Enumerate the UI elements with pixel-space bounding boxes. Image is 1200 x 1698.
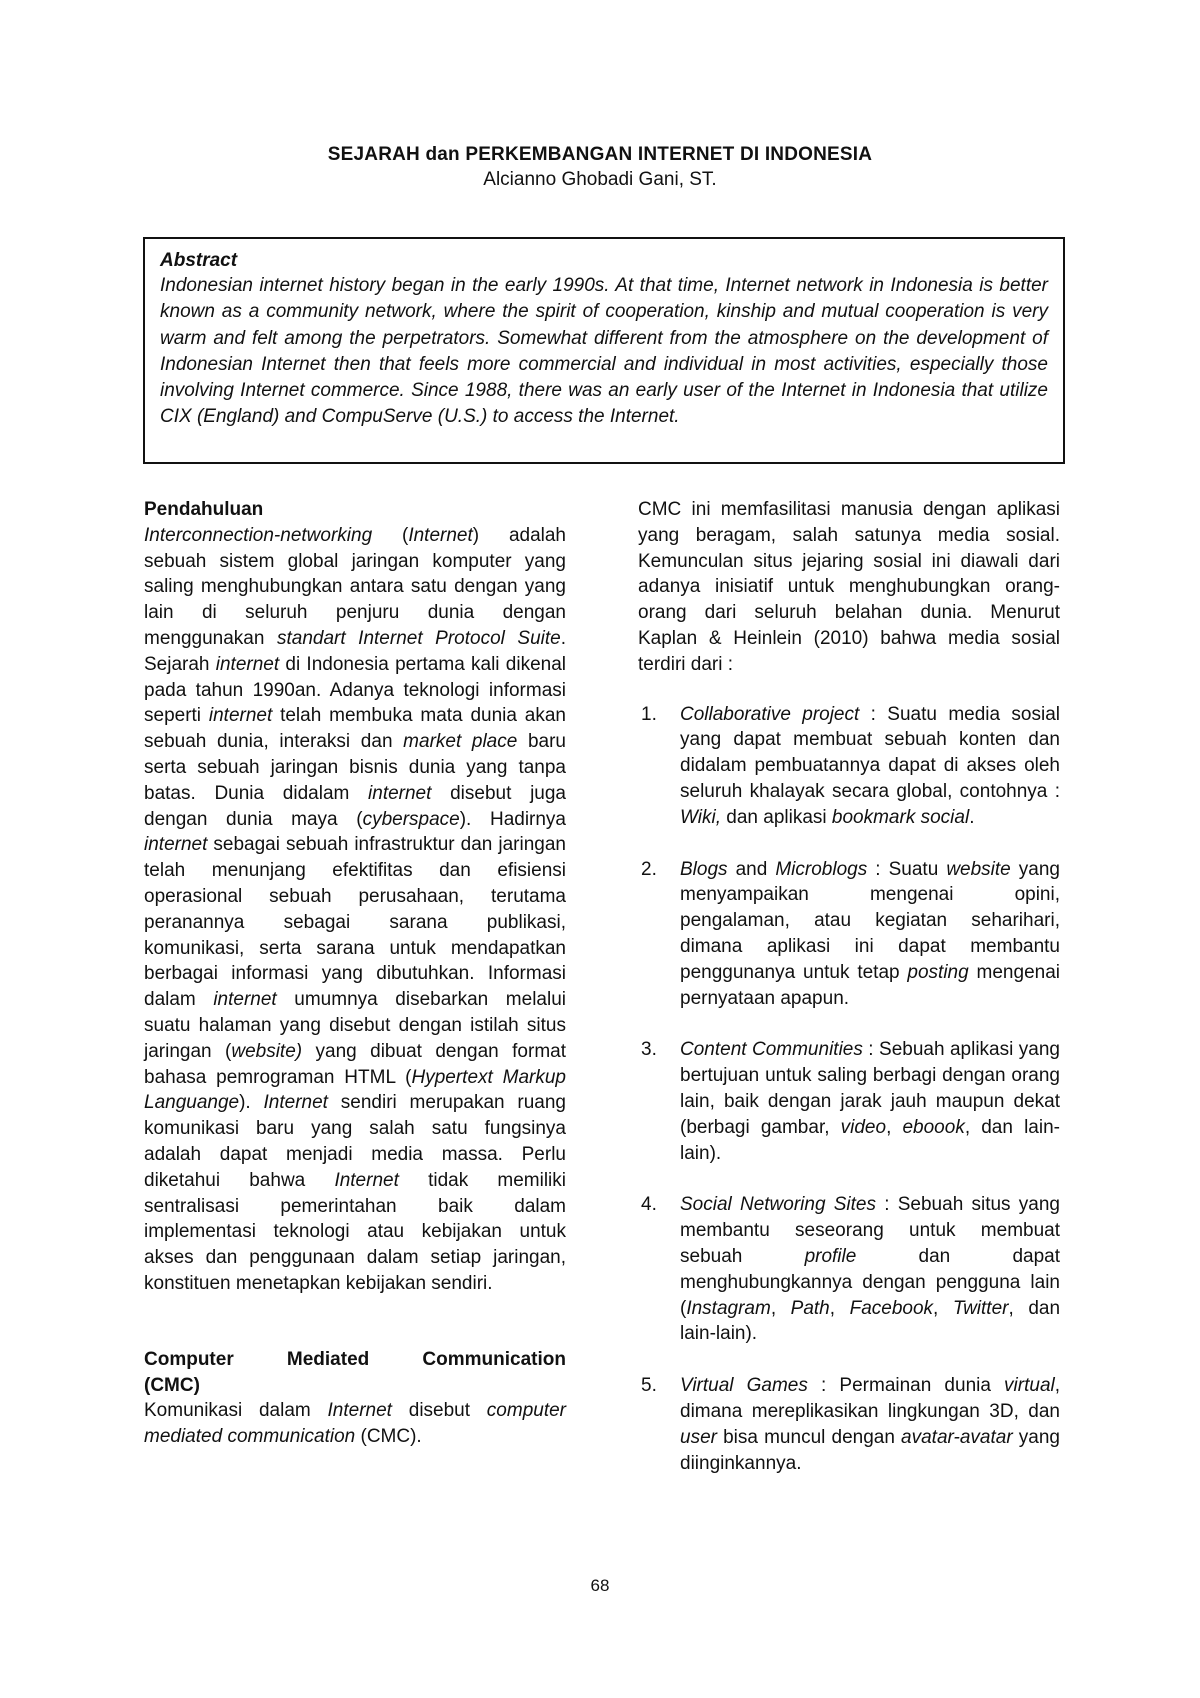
list-item bbox=[638, 702, 1060, 831]
intro-seg: yang dibuat dengan format bahasa pemrograman HTML ( bbox=[144, 1040, 566, 1088]
title-block bbox=[0, 144, 1200, 191]
intro-seg: internet bbox=[213, 989, 277, 1011]
cmc-seg: disebut bbox=[391, 1400, 487, 1422]
list-number: 5. bbox=[641, 1375, 657, 1397]
abstract-heading: Abstract bbox=[160, 250, 238, 271]
item-seg: , bbox=[933, 1297, 953, 1319]
item-seg: user bbox=[680, 1426, 717, 1448]
intro-seg: internet bbox=[215, 653, 280, 675]
intro-seg: internet bbox=[208, 705, 273, 727]
item-seg: profile bbox=[804, 1245, 857, 1267]
cmc-seg: (CMC). bbox=[355, 1426, 422, 1448]
section-heading-pendahuluan: Pendahuluan bbox=[144, 499, 264, 520]
item-seg: Path bbox=[790, 1297, 830, 1319]
intro-seg: sendiri merupakan ruang komunikasi baru yang salah satu fungsinya adalah dapat menjadi media massa. Perlu diketahui bahwa bbox=[144, 1092, 566, 1191]
item-seg: dan dapat menghubungkannya dengan pengguna lain ( bbox=[680, 1245, 1060, 1319]
list-item bbox=[638, 857, 1060, 1012]
intro-seg: Hypertext Markup Languange bbox=[144, 1066, 566, 1114]
list-item bbox=[638, 1037, 1060, 1166]
item-seg: Twitter bbox=[952, 1297, 1009, 1319]
intro-seg: standart Internet Protocol Suite bbox=[276, 627, 561, 649]
intro-seg: internet bbox=[368, 782, 432, 804]
item-seg: Wiki, bbox=[680, 806, 721, 828]
paper-author: Alcianno Ghobadi Gani, ST. bbox=[483, 169, 717, 190]
intro-seg: Interconnection-networking bbox=[144, 524, 373, 546]
list-number: 2. bbox=[641, 858, 657, 880]
intro-seg: ) adalah sebuah sistem global jaringan komputer yang saling menghubungkan antara satu dengan yang lain di seluruh penjuru dunia dengan menggunakan bbox=[144, 524, 566, 649]
item-seg: Facebook bbox=[849, 1297, 934, 1319]
list-number: 1. bbox=[641, 703, 657, 725]
list-number: 3. bbox=[641, 1039, 657, 1061]
item-seg: posting bbox=[907, 961, 969, 983]
left-column bbox=[144, 497, 566, 1450]
cmc-paragraph bbox=[144, 1398, 566, 1450]
section-heading-cmc-abbrev: (CMC) bbox=[144, 1374, 200, 1396]
item-seg: : Suatu bbox=[867, 858, 947, 880]
intro-seg: ( bbox=[372, 524, 409, 546]
item-seg: , dimana mereplikasikan lingkungan 3D, dan bbox=[680, 1375, 1061, 1422]
item-seg: , bbox=[829, 1297, 850, 1319]
item-seg: Social Networing Sites bbox=[680, 1194, 876, 1216]
item-seg: website bbox=[946, 858, 1011, 880]
intro-seg: sebagai sebuah infrastruktur dan jaringan telah menunjang efektifitas dan efisiensi operasional sebuah perusahaan, terutama peranannya sebagai sarana publikasi, komunikasi, serta sarana untuk mendapatkan berbagai informasi yang dibutuhkan. Informasi dalam bbox=[144, 834, 566, 1011]
item-seg: video bbox=[840, 1116, 887, 1138]
item-seg: , dan lain-lain). bbox=[680, 1297, 1061, 1345]
cmc-seg: Internet bbox=[327, 1400, 392, 1422]
intro-seg: internet bbox=[144, 834, 208, 856]
intro-seg: Internet bbox=[263, 1092, 328, 1114]
social-media-list bbox=[638, 702, 1060, 1477]
item-seg: yang menyampaikan mengenai opini, pengalaman, atau kegiatan seharihari, dimana aplikasi ini dapat membantu penggunanya untuk tetap bbox=[680, 858, 1060, 983]
intro-seg: cyberspace bbox=[362, 808, 460, 830]
item-seg: , dan lain-lain). bbox=[680, 1116, 1060, 1164]
intro-seg: baru serta sebuah jaringan bisnis dunia yang tanpa batas. Dunia didalam bbox=[144, 731, 566, 804]
item-seg: : Sebuah situs yang membantu seseorang untuk membuat sebuah bbox=[680, 1194, 1060, 1267]
list-number: 4. bbox=[641, 1194, 657, 1216]
section-heading-cmc: Computer Mediated Communication bbox=[144, 1348, 566, 1370]
item-seg: eboook bbox=[902, 1116, 965, 1138]
intro-seg: telah membuka mata dunia akan sebuah dunia, interaksi dan bbox=[144, 705, 566, 753]
intro-seg: disebut juga dengan dunia maya ( bbox=[144, 782, 566, 830]
intro-seg: website) bbox=[231, 1040, 303, 1062]
item-seg: : Sebuah aplikasi yang bertujuan untuk saling berbagi dengan orang lain, baik dengan jarak jauh maupun dekat (berbagi gambar, bbox=[680, 1039, 1060, 1138]
list-item bbox=[638, 1192, 1060, 1347]
item-seg: Microblogs bbox=[775, 858, 868, 880]
item-seg: bisa muncul dengan bbox=[716, 1426, 902, 1448]
right-column bbox=[638, 497, 1060, 1476]
intro-seg: market place bbox=[403, 731, 518, 753]
intro-seg: Internet bbox=[334, 1169, 399, 1191]
cmc-seg: computer mediated communication bbox=[144, 1400, 566, 1448]
intro-seg: di Indonesia pertama kali dikenal pada tahun 1990an. Adanya teknologi informasi seperti bbox=[144, 653, 566, 727]
item-seg: : Suatu media sosial yang dapat membuat sebuah konten dan didalam pembuatannya dapat di akses oleh seluruh khalayak secara global, contohnya : bbox=[680, 703, 1061, 802]
page-number: 68 bbox=[590, 1576, 610, 1595]
abstract-box bbox=[143, 237, 1065, 464]
list-item bbox=[638, 1373, 1060, 1476]
item-seg: , bbox=[770, 1297, 791, 1319]
item-seg: Collaborative project bbox=[680, 703, 860, 725]
item-seg: mengenai pernyataan apapun. bbox=[680, 961, 1060, 1009]
item-seg: Instagram bbox=[686, 1297, 771, 1319]
intro-seg: . Sejarah bbox=[144, 627, 566, 675]
item-seg: and bbox=[727, 858, 776, 880]
item-seg: Blogs bbox=[680, 858, 728, 880]
intro-seg: ). Hadirnya bbox=[459, 808, 567, 830]
item-seg: , bbox=[886, 1116, 903, 1138]
intro-seg: umumnya disebarkan melalui suatu halaman yang disebut dengan istilah situs jaringan ( bbox=[144, 989, 566, 1062]
item-seg: avatar-avatar bbox=[901, 1426, 1013, 1448]
cmc-seg: Komunikasi dalam bbox=[144, 1400, 328, 1422]
item-seg: Content Communities bbox=[680, 1039, 863, 1061]
item-seg: Virtual Games bbox=[680, 1375, 808, 1397]
item-seg: : Permainan dunia bbox=[807, 1375, 1005, 1397]
item-seg: virtual bbox=[1004, 1375, 1055, 1397]
intro-seg: Internet bbox=[408, 524, 473, 546]
item-seg: . bbox=[969, 806, 975, 828]
item-seg: yang diinginkannya. bbox=[680, 1426, 1060, 1474]
item-seg: dan aplikasi bbox=[721, 806, 832, 828]
intro-seg: tidak memiliki sentralisasi pemerintahan baik dalam implementasi teknologi atau kebijakan untuk akses dan penggunaan dalam setiap jaringan, konstituen menetapkan kebijakan sendiri. bbox=[144, 1169, 566, 1294]
right-intro-paragraph: CMC ini memfasilitasi manusia dengan aplikasi yang beragam, salah satunya media sosial. Kemunculan situs jejaring sosial ini diawali dari adanya inisiatif untuk menghubungkan orang-orang dari seluruh belahan dunia. Menurut Kaplan & Heinlein (2010) bahwa media sosial terdiri dari : bbox=[638, 499, 1060, 675]
intro-seg: ). bbox=[239, 1092, 264, 1114]
paper-title: SEJARAH dan PERKEMBANGAN INTERNET DI INDONESIA bbox=[327, 144, 873, 165]
abstract-text: Indonesian internet history began in the early 1990s. At that time, Internet network in Indonesia is better known as a community network, where the spirit of cooperation, kinship and mutual cooperation is very warm and felt among the perpetrators. Somewhat different from the atmosphere on the development of Indonesian Internet then that feels more commercial and individual in most activities, especially those involving Internet commerce. Since 1988, there was an early user of the Internet in Indonesia that utilize CIX (England) and CompuServe (U.S.) to access the Internet. bbox=[160, 275, 1048, 428]
intro-paragraph bbox=[144, 523, 566, 1297]
item-seg: bookmark social bbox=[831, 806, 970, 828]
